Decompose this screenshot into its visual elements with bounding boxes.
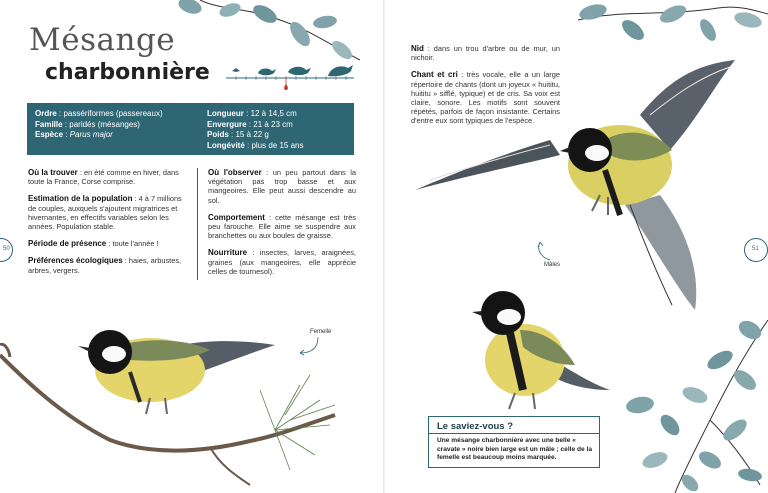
did-you-know-title: Le saviez-vous ? — [437, 421, 514, 432]
did-you-know-text: Une mésange charbonnière avec une belle « cravate » noire bien large est un mâle ; celle de la femelle est beaucoup moins marquée. — [437, 437, 593, 462]
section-observe: Où l'observer : un peu partout dans la végétation pas trop basse et aux mangeoires. Elle peut aussi descendre au sol. — [208, 168, 356, 205]
perched-male-bird-icon — [465, 285, 615, 420]
flying-male-bird-icon — [410, 55, 755, 320]
book-gutter — [383, 0, 385, 493]
page-number-left: 50 — [3, 246, 10, 252]
info-box — [27, 103, 354, 155]
right-column — [208, 168, 356, 284]
section-population: Estimation de la population : 4 à 7 millions de couples, auxquels s'ajoutent migratrices et hivernantes, en effectifs variables selon les années. Population stable. — [28, 194, 182, 232]
info-family: Famille : paridés (mésanges) — [35, 119, 140, 129]
section-behavior: Comportement : cette mésange est très peu farouche. Elle aime se suspendre aux branchettes ou aux boules de graisse. — [208, 212, 356, 241]
info-length: Longueur : 12 à 14,5 cm — [207, 109, 297, 118]
section-song: Chant et cri : très vocale, elle a un large répertoire de chants (dont un joyeux « huititu, huititu » sifflé, typique) et de cris. Sa voix est claire, sonore. Les motifs sont souvent répétés, parfois de façon insistante. Certains d'entre eux sont typiques de l'espèce. — [411, 70, 560, 126]
page-number-right: 51 — [752, 246, 759, 252]
info-order: Ordre : passériformes (passereaux) — [35, 109, 163, 118]
title-line-1: Mésange — [29, 22, 176, 58]
section-food: Nourriture : insectes, larves, araignées, graines (aux mangeoires, elle apprécie celles de tournesol). — [208, 248, 356, 276]
label-males: Mâles — [544, 262, 561, 268]
did-you-know-divider — [429, 433, 599, 434]
info-weight: Poids : 15 à 22 g — [207, 130, 269, 139]
section-ecology: Préférences écologiques : haies, arbustes, arbres, vergers. — [28, 256, 182, 275]
leaf-branch-icon — [610, 300, 768, 493]
column-divider — [197, 168, 198, 280]
label-female: Femelle — [310, 329, 332, 335]
section-where: Où la trouver : en été comme en hiver, dans toute la France, Corse comprise. — [28, 168, 179, 187]
info-wingspan: Envergure : 21 à 23 cm — [207, 119, 293, 129]
info-longevity: Longévité : plus de 15 ans — [207, 140, 304, 150]
section-nest: Nid : dans un trou d'arbre ou de mur, un nichoir. — [411, 44, 560, 63]
size-scale-icon — [226, 58, 356, 92]
left-column — [28, 168, 186, 283]
female-bird-icon — [70, 310, 290, 430]
did-you-know-box — [428, 416, 600, 468]
arrow-icon — [526, 240, 556, 264]
section-presence: Période de présence : toute l'année ! — [28, 239, 159, 249]
info-species: Espèce : Parus major — [35, 130, 113, 139]
title-line-2: charbonnière — [45, 60, 210, 85]
leaf-branch-icon — [578, 0, 768, 60]
